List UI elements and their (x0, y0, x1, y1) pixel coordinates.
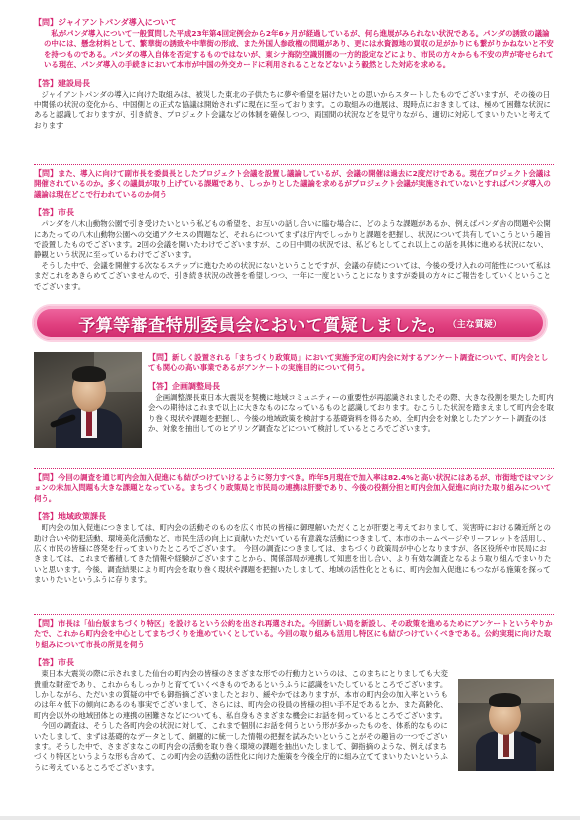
answer-text: 東日本大震災の際に示されました仙台の町内会の皆様のさまざまな形での行動力というのは、このまちにとりましても大変貴重な財産であり、これからもしっかりと育てていくべきものであるというふうに認識をいたしているところでございます。しかしながら、ただいまの質疑の中でも御指摘ございましたとおり、緩やかではありますが、本市の町内会の加入率というものは年々低下の傾向にあるのも事実でございまして、さらには、町内会の役員の皆様の担い手不足であるとか、また高齢化、町内会以外の地域団体との連携の困難さなどについても、私自身もさまざまな機会にお話を伺っているところでございます。 今回の調査は、そうした各町内会の状況に対して、これまで個別にお話を伺うという形が多かったものを、体系的なものにいたしまして、まずは基礎的なデータとして、網羅的に統一した情報の把握を試みたいということがその趣旨の一つでございます。そうした中で、さまざまなこの町内会の活動を取り巻く環境の課題を抽出いたしまして、御指摘のような、例えばまちづくり特区というような形も含めて、この町内会の活動の活性化に向けた施策を今後全庁的に組み立ててまいりたいというふうに考えているところでございます。 (34, 669, 448, 772)
answer-label: 【答】建設局長 (34, 78, 90, 88)
answer-text: ジャイアントパンダの導入に向けた取組みは、被災した東北の子供たちに夢や希望を届けたいとの思いからスタートしたものでございますが、その後の日中関係の状況の変化から、中国側との正式な協議は開始されずに現在に至っております。この取組みの進展は、現時点におきましては、極めて困難な状況にあると認識しておりますが、引き続き、プロジェクト会議などの体制を確保しつつ、両国間の状況などを見守りながら、適切に対応してまいりたいと考えております (34, 89, 551, 130)
question-block-project-meeting (34, 168, 554, 292)
question-text: 【問】市長は「仙台版まちづくり特区」を設けるという公約を出され再選された。今回新しい局を新設し、その政策を進めるためにアンケートというやりかたで、これから町内会を中心としてまちづくりを進めていくとしている。今回の取り組みも活用し特区にも結びつけていくべきである。公約実現に向けた取り組みについて市長の所見を伺う (34, 619, 553, 649)
question-text: 【問】今回の調査を通じ町内会加入促進にも結びつけていけるように努力すべき。昨年5月現在で加入率は82.4%と高い状況にはあるが、市街地ではマンションの未加入問題も大きな課題となっている。まちづくり政策局と市民局の連携は肝要であり、今後の役割分担と町内会加入促進に向けた取り組みについて伺う。 (34, 473, 554, 503)
question-text: 【問】また、導入に向けて副市長を委員長としたプロジェクト会議を設置し議論しているが、会議の開催は過去に2度だけである。現在プロジェクト会議は開催されているのか。多くの議員が取り上げている課題であり、しっかりとした議論を求めるがプロジェクト会議が実施されていないとすればパンダ導入の議論は現在どこで行われているのか伺う (34, 169, 551, 199)
page-footer-strip (0, 816, 580, 820)
question-block-panda (34, 10, 554, 131)
question-block-special-zone (34, 618, 554, 773)
divider (34, 614, 554, 615)
section-banner (34, 306, 546, 340)
banner-title: 予算等審査特別委員会において質疑しました。 (78, 315, 446, 336)
answer-label: 【答】企画調整局長 (148, 381, 220, 391)
question-text: 私がパンダ導入について一般質問した平成23年第4回定例会から2年6ヶ月が経過しているが、何ら進展がみられない状況である。パンダの誘致の議論の中には、懸念材料として、繁華街の誘致や中華街の形成、また外国人参政権の問題があり、更には水資源地の買収の足がかりにも繋がりかねないと不安を持つものである。パンダの導入自体を否定するものではないが、東シナ海防空識別圏の一方的設定などにより、市民の方々からも不安の声が寄せられている現在、パンダ導入の手続きにおいて本市が中国の外交カードに利用されることなどないよう毅然とした対応を求める。 (44, 29, 554, 70)
answer-label: 【答】地域政策課長 (34, 512, 106, 522)
question-label: 【問】ジャイアントパンダ導入について (34, 18, 177, 27)
question-block-membership (34, 472, 554, 586)
divider (34, 468, 554, 469)
answer-text: 町内会の加入促進につきましては、町内会の活動そのものを広く市民の皆様に御理解いただくことが肝要と考えておりまして、災害時における隣近所との助け合いや防犯活動、環境美化活動など、市民生活の向上に貢献いただいている有意義な活動につきまして、本市のホームページやリーフレットを活用し、広く市民の皆様に啓発を行ってまいりたところでございます。 今回の調査につきましては、まちづくり政策局が中心となりますが、各区役所や市民局におきましては、これまで蓄積してきた情報や経験がございますことから、関係部局が連携して知恵を出し合い、より有効な調査となるよう取り組んでまいりたいと思います。今後、調査結果により町内会を取り巻く現状や課題を把握いたしまして、地域の活性化とともに、町内会加入促進にもつながる施策を探ってまいりたいというふうに存ります。 (34, 523, 552, 585)
question-label: 【問】 (34, 619, 58, 628)
answer-label: 【答】市長 (34, 208, 74, 218)
question-label: 【問】 (34, 473, 58, 482)
divider (34, 164, 554, 165)
banner-subtitle: （主な質疑） (447, 319, 502, 330)
answer-text: 企画調整課長東日本大震災を契機に地域コミュニティーの重要性が再認識されましたその際、大きな役割を果たした町内会への期待はこれまで以上に大きなものになっているものと認識しております。むこうした状況を踏まえまして町内会を取り巻く現状や課題を把握し、今後の地域政策を検討する基礎資料を得るため、全町内会を対象としたアンケート調査のほか、対象を抽出してのヒアリング調査などについて検討しているところでございます。 (148, 392, 554, 434)
answer-text: パンダを八木山動物公園で引き受けたいという私どもの希望を、お互いの話し合いに臨む場合に、どのような課題があるか、例えばパンダ舎の問題や公開にあたっての八木山動物公園への交通アクセスの問題など、それらについてまずは庁内でしっかりと課題を把握し、状況について共有していこうという趣旨で設置したものでございます。2回の会議を開いたわけでございますが、この日中間の状況では、私どもとしてこれ以上この話を具体に進める状況にない、静観という状況に至っているわけでございます。 そうした中で、会議を開催する次なるステップに進むための状況にないということですが、会議の存続については、今後の受け入れの可能性について私はまだこれをあきらめてございませんので、引き続き状況の改善を希望しつつ、一年に一度ということになりますが委員の方々にご報告をしていくということでございます。 (34, 219, 551, 291)
answer-label: 【答】市長 (34, 658, 74, 668)
question-label: 【問】 (148, 353, 172, 362)
question-label: 【問】 (34, 169, 58, 178)
speaker-photo (34, 352, 142, 448)
question-text: 【問】新しく設置される「まちづくり政策局」において実施予定の町内会に対するアンケート調査について、町内会としても関心の高い事業であるがアンケートの実施目的について伺う。 (148, 353, 549, 373)
question-block-survey (148, 352, 554, 434)
mayor-photo (458, 679, 554, 771)
